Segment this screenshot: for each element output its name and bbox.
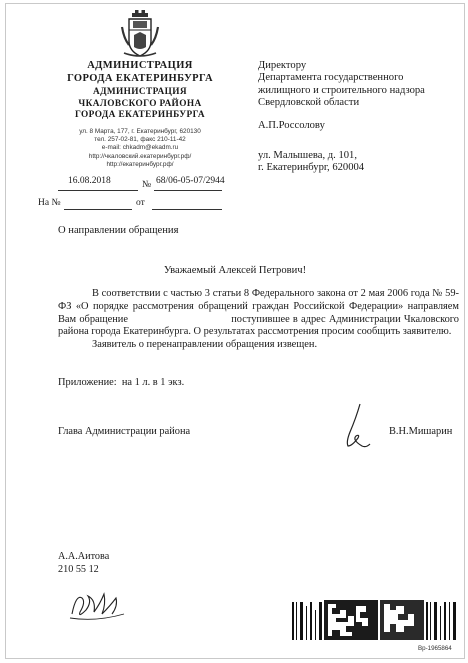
reply-ref-label: На № — [38, 198, 61, 208]
letter-page — [5, 3, 465, 659]
reg-date: 16.08.2018 — [68, 176, 111, 186]
reply-from-label: от — [136, 198, 145, 208]
reply-from-rule — [152, 209, 222, 210]
addressee-block: Директору Департамента государственного жилищного и строительного надзора Свердловской области А.П.Россолову — [258, 60, 425, 132]
reg-number: 68/06-05-07/2944 — [156, 176, 225, 186]
reply-ref-rule — [64, 209, 132, 210]
org-header: АДМИНИСТРАЦИЯ ГОРОДА ЕКАТЕРИНБУРГА — [67, 60, 213, 84]
signatory-title: Глава Администрации района — [58, 426, 191, 437]
reg-date-rule — [58, 190, 138, 191]
signatory-name: В.Н.Мишарин — [389, 426, 453, 437]
stamp-signature — [66, 584, 130, 624]
contact-block: ул. 8 Марта, 177, г. Екатеринбург, 620130 тел. 257-02-81, факс 210-11-42 e-mail: chkadm@ekadm.ru http://чкаловский.екатеринбург.рф/ http://екатеринбург.рф/ — [79, 128, 201, 168]
barcode-number: Вр-1965864 — [418, 645, 452, 652]
subject-line: О направлении обращения — [58, 225, 179, 236]
dept-header: АДМИНИСТРАЦИЯ ЧКАЛОВСКОГО РАЙОНА ГОРОДА ЕКАТЕРИНБУРГА — [74, 87, 206, 120]
reg-number-rule — [154, 190, 222, 191]
salutation: Уважаемый Алексей Петрович! — [163, 265, 307, 276]
letter-body — [58, 288, 462, 352]
attachment-line: Приложение: на 1 л. в 1 экз. — [58, 377, 185, 388]
body-paragraph-2: Заявитель о перенаправлении обращения извещен. — [92, 339, 318, 351]
reg-number-sign: № — [142, 180, 152, 190]
body-paragraph-1: В соответствии с частью 3 статьи 8 Федерального закона от 2 мая 2006 года № 59-ФЗ «О порядке рассмотрения обращений граждан Российской Федерации» направляем Вам обращение поступившее в адрес Администрации Чкаловского района города Екатеринбурга. О результатах рассмотрения просим сообщить заявителю. — [58, 288, 462, 338]
barcode — [290, 596, 460, 642]
addressee-address: ул. Малышева, д. 101, г. Екатеринбург, 620004 — [258, 150, 365, 174]
handwritten-signature — [338, 402, 372, 452]
executor-block: А.А.Аитова 210 55 12 — [58, 551, 110, 575]
coat-of-arms-icon — [120, 9, 160, 59]
